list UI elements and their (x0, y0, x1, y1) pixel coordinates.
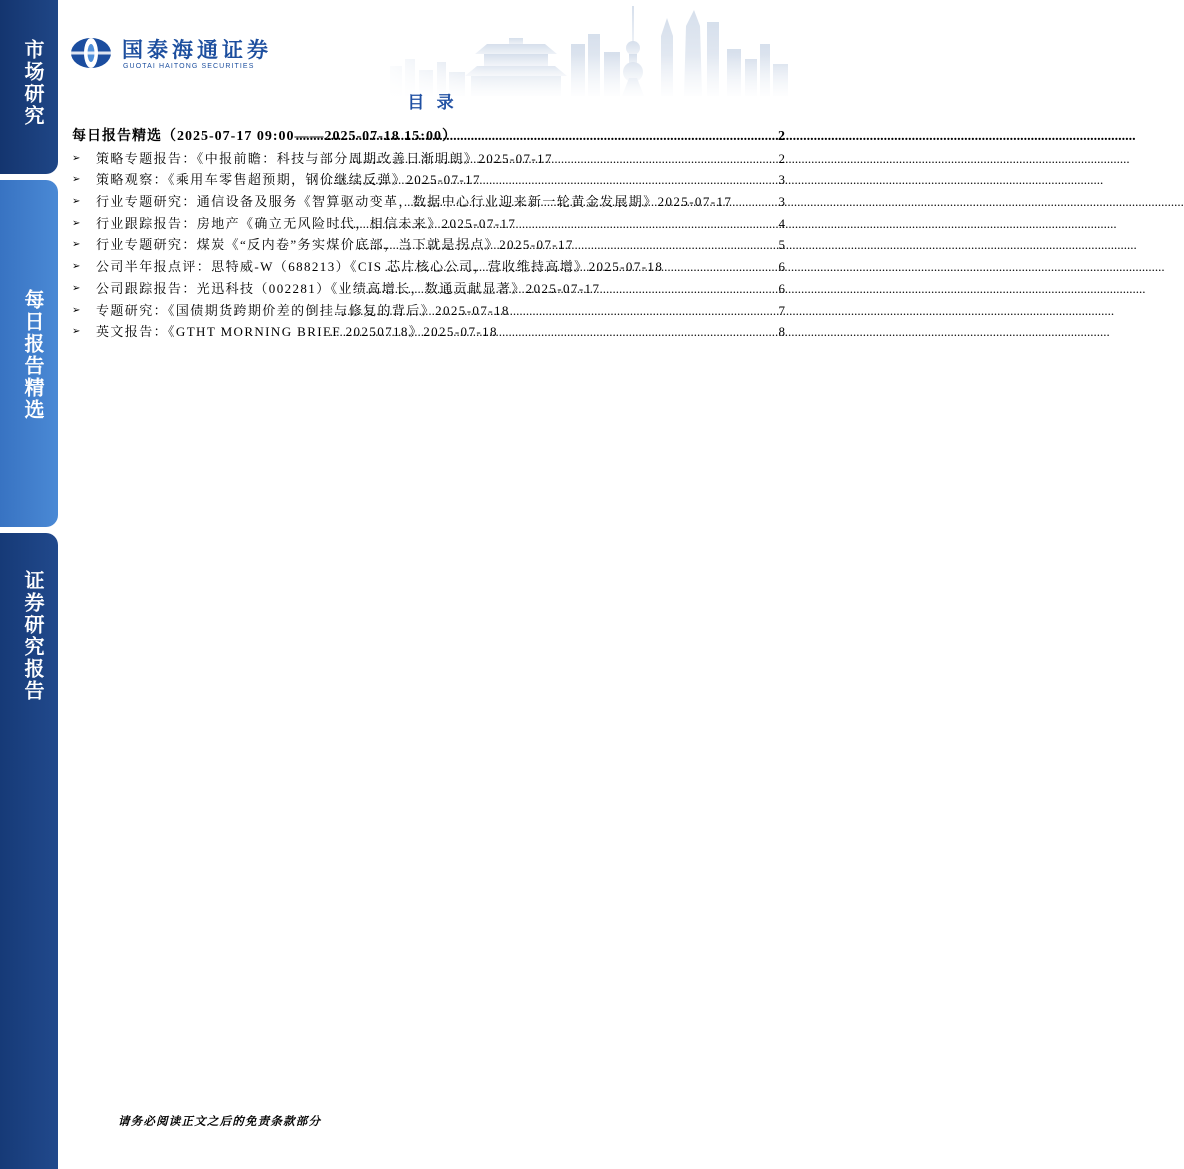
sidebar-tab-market-research (0, 0, 58, 174)
guotai-haitong-logo-icon (70, 37, 114, 69)
toc-section-daily-reports[interactable] (72, 126, 785, 148)
toc-title: 目 录 (407, 93, 458, 112)
toc-item-text: 策略专题报告：《中报前瞻：科技与部分周期改善日渐明朗》2025-07-17 (96, 150, 553, 166)
toc-item-text: 专题研究：《国债期货跨期价差的倒挂与修复的背后》2025-07-18 (96, 302, 510, 318)
skyline-fade-left (385, 4, 790, 96)
arrow-bullet-icon: ➢ (72, 326, 81, 338)
arrow-bullet-icon: ➢ (72, 196, 81, 208)
toc-item[interactable] (72, 213, 785, 235)
dot-leader (382, 256, 778, 278)
brand-name-cn: 国泰海通证券 (122, 38, 272, 62)
toc-page-number: 3 (778, 194, 785, 210)
toc-item[interactable] (72, 300, 785, 322)
arrow-bullet-icon: ➢ (72, 174, 81, 186)
dot-leader (347, 148, 778, 170)
toc-item[interactable] (72, 169, 785, 191)
toc-page-number: 2 (778, 129, 785, 144)
sidebar (0, 0, 58, 1169)
toc-item-text: 行业跟踪报告：房地产《确立无风险时代，相信未来》2025-07-17 (96, 215, 517, 231)
toc-page-number: 8 (778, 324, 785, 340)
toc-item[interactable] (72, 321, 785, 343)
city-skyline-image (385, 4, 790, 96)
toc-item[interactable] (72, 256, 785, 278)
arrow-bullet-icon: ➢ (72, 282, 81, 294)
toc-item-text: 策略观察：《乘用车零售超预期，钢价继续反弹》2025-07-17 (96, 172, 481, 188)
toc-page-number: 5 (778, 237, 785, 253)
toc-item[interactable] (72, 191, 785, 213)
arrow-bullet-icon: ➢ (72, 261, 81, 273)
sidebar-tab-label: 证券研究报告 (21, 570, 45, 702)
toc-item[interactable] (72, 278, 785, 300)
arrow-bullet-icon: ➢ (72, 152, 81, 164)
arrow-bullet-icon: ➢ (72, 217, 81, 229)
dot-leader (334, 213, 778, 235)
sidebar-tab-daily-selection (0, 180, 58, 527)
toc-item[interactable] (72, 148, 785, 170)
sidebar-tab-securities-report (0, 533, 58, 1169)
toc-page-number: 7 (778, 302, 785, 318)
dot-leader (354, 234, 778, 256)
dot-leader (331, 300, 777, 322)
table-of-contents (72, 126, 785, 343)
sidebar-tab-label: 市场研究 (21, 39, 45, 127)
toc-item-text: 公司半年报点评：思特威-W（688213）《CIS 芯片核心公司，营收维持高增》2025-07-18 (96, 259, 664, 275)
toc-page-number: 3 (778, 172, 785, 188)
sidebar-tab-label: 每日报告精选 (21, 289, 45, 421)
dot-leader (320, 169, 777, 191)
toc-item-text: 行业专题研究：煤炭《“反内卷”务实煤价底部，当下就是拐点》2025-07-17 (96, 237, 574, 253)
disclaimer-note: 请务必阅读正文之后的免责条款部分 (118, 1116, 322, 1128)
arrow-bullet-icon: ➢ (72, 239, 81, 251)
dot-leader (401, 191, 778, 213)
toc-page-number: 2 (778, 150, 785, 166)
toc-section-text: 每日报告精选（2025-07-17 09:00——2025-07-18 15:00） (72, 129, 457, 144)
toc-item[interactable] (72, 234, 785, 256)
dot-leader (327, 321, 778, 343)
arrow-bullet-icon: ➢ (72, 304, 81, 316)
toc-item-text: 行业专题研究：通信设备及服务《智算驱动变革，数据中心行业迎来新一轮黄金发展期》2025-07-17 (96, 194, 733, 210)
toc-item-text: 英文报告：《GTHT MORNING BRIEF 20250718》2025-07-18 (96, 324, 498, 340)
dot-leader (362, 278, 777, 300)
toc-page-number: 4 (778, 215, 785, 231)
dot-leader (293, 126, 777, 148)
brand-name-en: GUOTAI HAITONG SECURITIES (123, 63, 255, 70)
toc-page-number: 6 (778, 259, 785, 275)
toc-page-number: 6 (778, 280, 785, 296)
toc-item-text: 公司跟踪报告：光迅科技（002281）《业绩高增长，数通贡献显著》2025-07-17 (96, 280, 601, 296)
